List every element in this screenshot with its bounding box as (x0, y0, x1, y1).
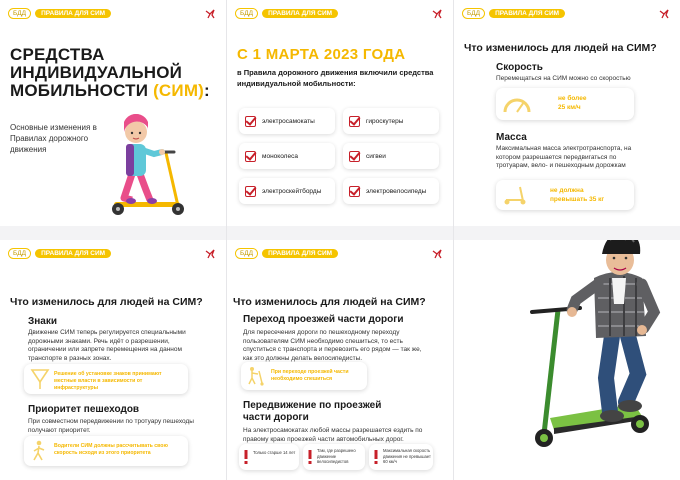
priority-text: При совместном передвижении по тротуару пешеходы получают приоритет. (28, 418, 194, 434)
crossing-card (241, 362, 367, 390)
scooter-icon (502, 185, 528, 205)
mass-title: Масса (496, 132, 527, 143)
checkbox-icon (245, 116, 256, 127)
title-accent: (СИМ) (153, 81, 205, 100)
tag-bdd: БДД (462, 8, 485, 19)
item-label: электросамокаты (262, 117, 315, 125)
road-sign-icon (30, 368, 50, 390)
speed-card-text (558, 95, 586, 112)
item-label: моноколеса (262, 152, 298, 160)
slide-intro (0, 0, 226, 240)
crossing-title: Переход проезжей части дороги (243, 314, 404, 325)
tag-bdd: БДД (235, 248, 258, 259)
title-line: СРЕДСТВА (10, 45, 105, 64)
title-colon: : (204, 81, 210, 100)
speedometer-icon (502, 92, 532, 116)
slide-tags (462, 8, 565, 19)
slide-signs-priority (0, 240, 226, 480)
movement-title (243, 400, 381, 424)
mass-card-line: превышать 35 кг (550, 195, 605, 203)
slide-footer-bar (454, 226, 680, 240)
speed-card-line: не более (558, 95, 587, 102)
checkbox-icon (245, 186, 256, 197)
signs-card (24, 364, 188, 394)
slide-speed-mass (454, 0, 680, 240)
tag-bdd: БДД (235, 8, 258, 19)
list-item (343, 108, 439, 134)
speed-text: Перемещаться на СИМ можно со скоростью (496, 75, 631, 82)
bird-logo-icon (658, 8, 670, 20)
tag-bdd: БДД (8, 8, 31, 19)
slide-heading: Что изменилось для людей на СИМ? (10, 296, 203, 308)
priority-card (24, 436, 188, 466)
bird-logo-icon (431, 248, 443, 260)
priority-title: Приоритет пешеходов (28, 404, 140, 415)
title-line (10, 82, 220, 100)
warning-icon (243, 450, 249, 464)
warning-icon (373, 450, 379, 464)
priority-card-text: Водители СИМ должны рассчитывать свою скорость исходя из этого приоритета (54, 443, 168, 456)
checkbox-icon (349, 116, 360, 127)
mass-card-text (550, 187, 604, 204)
slide-tags (8, 248, 111, 259)
slide-heading: Что изменилось для людей на СИМ? (464, 42, 657, 54)
checkbox-icon (349, 186, 360, 197)
warning-card (239, 444, 299, 470)
tag-rules: ПРАВИЛА ДЛЯ СИМ (35, 9, 111, 18)
tag-bdd: БДД (8, 248, 31, 259)
signs-text: Движение СИМ теперь регулируется специальными дорожными знаками. Речь идёт о разрешении, ограничении или запрете перемещения на данном транспорте в разных зонах. (28, 329, 186, 362)
crossing-card-text: При переходе проезжей части необходимо спешиться (271, 369, 349, 382)
item-label: сигвеи (366, 152, 386, 160)
intro-text: в Правила дорожного движения включили средства индивидуальной мобильности: (237, 68, 434, 88)
signs-card-text: Решение об установке знаков принимают местные власти в зависимости от инфраструктуры (54, 371, 162, 391)
movement-title-line: Передвижение по проезжей (243, 400, 382, 411)
list-item (343, 143, 439, 169)
warning-card (303, 444, 365, 470)
item-label: гироскутеры (366, 117, 404, 125)
slide-subtitle: Основные изменения в Правилах дорожного движения (10, 123, 97, 154)
item-label: электроскейтборды (262, 187, 322, 195)
tag-rules: ПРАВИЛА ДЛЯ СИМ (262, 9, 338, 18)
girl-on-scooter-illustration (104, 108, 194, 218)
pedestrian-icon (30, 440, 48, 462)
tag-rules: ПРАВИЛА ДЛЯ СИМ (262, 249, 338, 258)
movement-title-line: части дороги (243, 412, 309, 423)
bird-logo-icon (204, 8, 216, 20)
checkbox-icon (245, 151, 256, 162)
tag-rules: ПРАВИЛА ДЛЯ СИМ (35, 249, 111, 258)
slide-tags (235, 248, 338, 259)
slide-title (10, 46, 220, 100)
mass-text: Максимальная масса электротранспорта, на котором разрешается передвигаться по тротуарам, вело- и пешеходным дорожкам (496, 145, 632, 169)
title-text: МОБИЛЬНОСТИ (10, 81, 154, 100)
slide-tags (235, 8, 338, 19)
speed-title: Скорость (496, 62, 543, 73)
list-item (239, 143, 335, 169)
bird-logo-icon (431, 8, 443, 20)
speed-card (496, 88, 634, 120)
title-line: ИНДИВИДУАЛЬНОЙ (10, 63, 183, 82)
warning-icon (307, 450, 313, 464)
checkbox-icon (349, 151, 360, 162)
movement-text: На электросамокатах любой массы разрешается ездить по правому краю проезжей части автомобильных дорог. (243, 427, 423, 443)
warning-text: Максимальная скорость движения не превышает 60 км/ч (383, 448, 431, 464)
boy-on-scooter-illustration (514, 240, 680, 468)
slide-heading: Что изменилось для людей на СИМ? (233, 296, 426, 308)
tag-rules: ПРАВИЛА ДЛЯ СИМ (489, 9, 565, 18)
vehicle-list (239, 108, 445, 204)
date-title: С 1 МАРТА 2023 ГОДА (237, 46, 406, 63)
slide-footer-bar (0, 226, 226, 240)
walking-scooter-icon (246, 366, 266, 386)
list-item (239, 108, 335, 134)
warning-card (369, 444, 433, 470)
list-item (343, 178, 439, 204)
slide-footer-bar (227, 226, 453, 240)
boy-on-scooter-photo (454, 240, 680, 480)
item-label: электровелосипеды (366, 187, 427, 195)
speed-card-line: 25 км/ч (558, 103, 581, 111)
mass-card (496, 180, 634, 210)
crossing-text: Для пересечения дороги по пешеходному переходу пользователям СИМ необходимо спешиться, то есть спуститься с транспорта и перевозить его рядом — так же, как это должны делать велосипедисты. (243, 329, 422, 362)
mass-card-line: не должна (550, 187, 584, 194)
slide-tags (8, 8, 111, 19)
warning-text: Только старше 14 лет (253, 450, 296, 455)
slide-date (227, 0, 453, 240)
warning-text: Там, где разрешено движение велосипедистов (317, 448, 356, 464)
bird-logo-icon (204, 248, 216, 260)
slide-crossing-movement (227, 240, 453, 480)
list-item (239, 178, 335, 204)
signs-title: Знаки (28, 316, 58, 327)
